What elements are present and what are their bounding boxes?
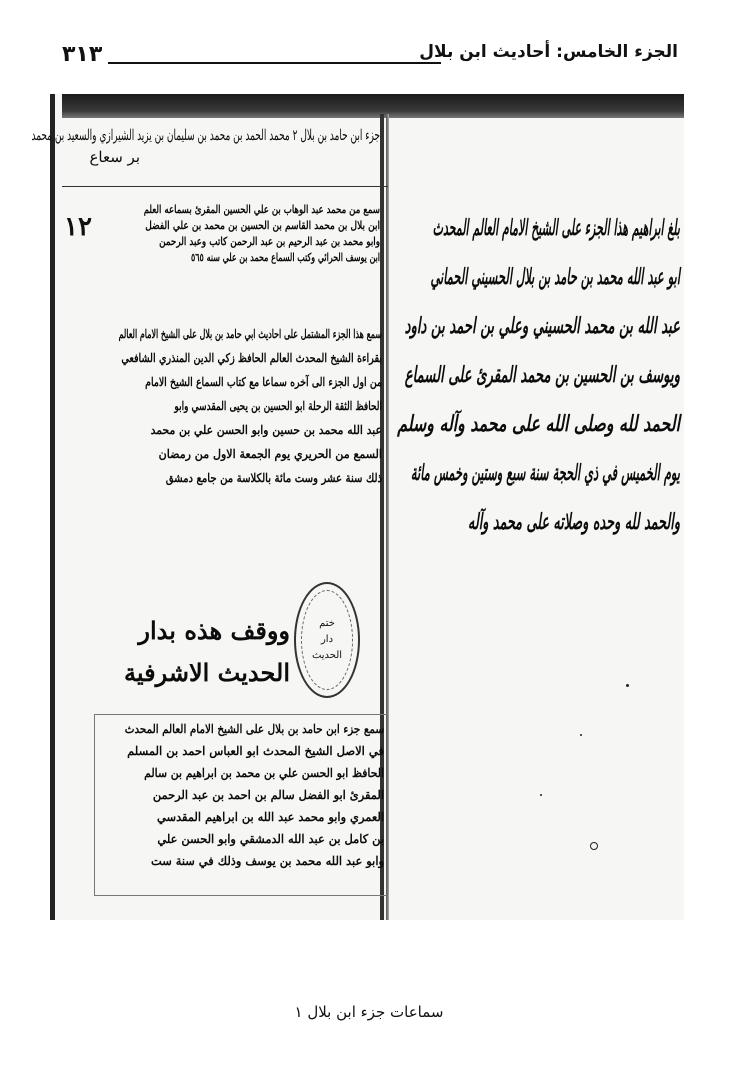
right-leaf-sama [396,204,680,564]
sama-note-2 [90,322,382,502]
page-header [0,0,738,80]
header-strip-line: جزء ابن حامد بن بلال ٢ محمد الحمد بن محمد بن سليمان بن يزيد الشيرازي والسعيد بن محمد [31,126,380,144]
ink-speck [580,734,582,736]
sama-line: السمع من الحريري يوم الجمعة الاول من رمضان [158,447,382,461]
sama-line: وابو محمد بن عبد الرحيم بن عبد الرحمن كاتب وعبد الرحمن [159,235,380,248]
right-sama-line: ويوسف بن الحسين بن محمد المقرئ على السماع [404,362,680,388]
sama-line: سمع جزء ابن حامد بن بلال على الشيخ الامام العالم المحدث [124,722,385,736]
sama-line: سمع من محمد عبد الوهاب بن علي الحسين المقرئ بسماعه العلم [143,203,380,216]
right-sama-line: الحمد لله وصلى الله على محمد وآله وسلم [397,411,680,437]
library-seal [294,582,360,698]
right-sama-line: ابو عبد الله محمد بن حامد بن بلال الحسيني الحماني [430,264,680,290]
sama-line: الحافظ ابو الحسن علي بن محمد بن ابراهيم بن سالم [144,766,384,780]
header-strip-line: بر سعاع [89,148,140,166]
sama-note-1 [98,202,380,292]
sama-line: الحافظ الثقة الرحلة ابو الحسين بن يحيى المقدسي وابو [174,399,382,413]
running-head: الجزء الخامس: أحاديث ابن بلال [419,42,678,62]
waqf-line: ووقف هذه بدار [138,616,290,645]
figure-caption: سماعات جزء ابن بلال ١ [294,1003,444,1021]
right-sama-line: عبد الله بن محمد الحسيني وعلي بن احمد بن داود [404,313,680,339]
sama-line: بن كامل بن عبد الله الدمشقي وابو الحسن علي [157,832,384,846]
sama-line: وابو عبد الله محمد بن يوسف وذلك في سنة ست [151,854,384,868]
right-sama-line: يوم الخميس في ذي الحجة سنة سبع وستين وخمس مائة [410,460,680,486]
waqf-line: الحديث الاشرفية [124,658,290,687]
sama-note-3 [96,718,384,888]
sama-line: من اول الجزء الى آخره سماعا مع كتاب السماع الشيخ الامام [145,375,382,389]
sama-line: العمري وابو محمد عبد الله بن ابراهيم المقدسي [157,810,384,824]
sama-line: بقراءة الشيخ المحدث العالم الحافظ زكي الدين المنذري الشافعي [121,351,382,365]
header-rule [108,62,441,64]
sama-line: ابن يوسف الحرائي وكتب السماع محمد بن علي سنه ٥٦٥ [191,251,380,264]
sama-line: ابن بلال بن محمد القاسم بن الحسين بن محمد بن علي الفضل [145,219,380,232]
seal-inner-ring [301,590,353,690]
right-sama-line: بلغ ابراهيم هذا الجزء على الشيخ الامام العالم المحدث [432,215,680,241]
sama-line: ذلك سنة عشر وست مائة بالكلاسة من جامع دمشق [165,471,382,485]
right-leaf [390,94,684,920]
ink-speck [626,684,629,687]
sama-line: في الاصل الشيخ المحدث ابو العباس احمد بن المسلم [127,744,384,758]
margin-mark: ١٢ [64,212,92,242]
sama-line: عبد الله محمد بن حسين وابو الحسن علي بن محمد [150,423,382,437]
manuscript-photo [31,94,684,920]
seal-line: دار [320,634,334,645]
left-leaf [31,94,386,920]
header-strip [31,124,380,182]
sama-line: سمع هذا الجزء المشتمل على احاديث ابي حامد بن بلال على الشيخ الامام العالم [118,327,383,341]
right-sama-line: والحمد لله وحده وصلاته على محمد وآله [467,509,680,535]
sama-line: المقرئ ابو الفضل سالم بن احمد بن عبد الرحمن [152,788,384,802]
seal-line: ختم [319,618,335,629]
ink-speck [540,794,542,796]
waqf-note [124,610,290,700]
ink-speck [590,842,598,850]
page-number: ٣١٣ [62,42,103,67]
seal-line: الحديث [311,650,343,661]
